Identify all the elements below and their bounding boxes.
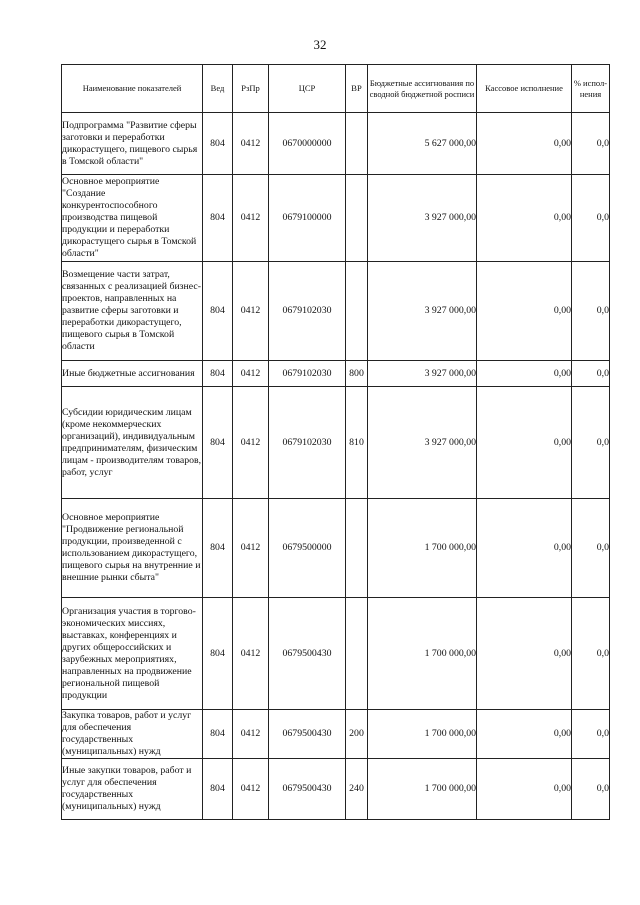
header-ved: Вед xyxy=(203,65,233,113)
row-csr: 0679102030 xyxy=(269,361,346,387)
row-vr xyxy=(346,113,368,175)
table-row xyxy=(62,710,610,759)
row-vr xyxy=(346,499,368,598)
row-ved: 804 xyxy=(203,361,233,387)
row-name: Организация участия в торгово-экономических миссиях, выставках, конференциях и других общероссийских и зарубежных мероприятиях, направленных на продвижение региональной пищевой продукции xyxy=(62,598,203,710)
row-rzpr: 0412 xyxy=(233,759,269,820)
row-vr: 200 xyxy=(346,710,368,759)
row-ved: 804 xyxy=(203,759,233,820)
row-assignments: 1 700 000,00 xyxy=(368,499,477,598)
row-csr: 0679500430 xyxy=(269,710,346,759)
row-assignments: 1 700 000,00 xyxy=(368,759,477,820)
row-percent-execution: 0,0 xyxy=(572,262,610,361)
row-rzpr: 0412 xyxy=(233,387,269,499)
row-name: Возмещение части затрат, связанных с реализацией бизнес-проектов, направленных на развитие сферы заготовки и переработки дикорастущего, пищевого сырья в Томской области xyxy=(62,262,203,361)
row-cash-execution: 0,00 xyxy=(477,499,572,598)
row-vr: 240 xyxy=(346,759,368,820)
row-ved: 804 xyxy=(203,598,233,710)
row-assignments: 3 927 000,00 xyxy=(368,387,477,499)
row-percent-execution: 0,0 xyxy=(572,499,610,598)
row-vr xyxy=(346,262,368,361)
row-percent-execution: 0,0 xyxy=(572,175,610,262)
row-csr: 0679100000 xyxy=(269,175,346,262)
row-cash-execution: 0,00 xyxy=(477,598,572,710)
row-ved: 804 xyxy=(203,387,233,499)
row-rzpr: 0412 xyxy=(233,598,269,710)
row-rzpr: 0412 xyxy=(233,262,269,361)
table-row xyxy=(62,499,610,598)
table-row xyxy=(62,113,610,175)
row-name: Подпрограмма "Развитие сферы заготовки и переработки дикорастущего, пищевого сырья в Томской области" xyxy=(62,113,203,175)
header-csr: ЦСР xyxy=(269,65,346,113)
row-ved: 804 xyxy=(203,499,233,598)
row-rzpr: 0412 xyxy=(233,499,269,598)
row-assignments: 3 927 000,00 xyxy=(368,361,477,387)
row-name: Основное мероприятие "Продвижение региональной продукции, произведенной с использованием дикорастущего, пищевого сырья на внутренние и внешние рынки сбыта" xyxy=(62,499,203,598)
row-ved: 804 xyxy=(203,262,233,361)
row-vr xyxy=(346,598,368,710)
row-cash-execution: 0,00 xyxy=(477,361,572,387)
row-ved: 804 xyxy=(203,113,233,175)
row-percent-execution: 0,0 xyxy=(572,759,610,820)
table-row xyxy=(62,262,610,361)
row-cash-execution: 0,00 xyxy=(477,113,572,175)
table-header-row xyxy=(62,65,610,113)
row-assignments: 1 700 000,00 xyxy=(368,598,477,710)
row-csr: 0679102030 xyxy=(269,387,346,499)
row-name: Закупка товаров, работ и услуг для обеспечения государственных (муниципальных) нужд xyxy=(62,710,203,759)
header-cash-execution: Кассовое исполнение xyxy=(477,65,572,113)
row-vr: 800 xyxy=(346,361,368,387)
row-cash-execution: 0,00 xyxy=(477,262,572,361)
row-ved: 804 xyxy=(203,175,233,262)
header-name: Наименование показателей xyxy=(62,65,203,113)
row-name: Иные бюджетные ассигнования xyxy=(62,361,203,387)
row-vr xyxy=(346,175,368,262)
row-cash-execution: 0,00 xyxy=(477,710,572,759)
row-cash-execution: 0,00 xyxy=(477,175,572,262)
row-name: Иные закупки товаров, работ и услуг для обеспечения государственных (муниципальных) нужд xyxy=(62,759,203,820)
row-csr: 0679500430 xyxy=(269,598,346,710)
row-ved: 804 xyxy=(203,710,233,759)
budget-table xyxy=(61,64,610,820)
row-rzpr: 0412 xyxy=(233,710,269,759)
table-row xyxy=(62,598,610,710)
header-rzpr: РзПр xyxy=(233,65,269,113)
row-percent-execution: 0,0 xyxy=(572,598,610,710)
row-csr: 0679102030 xyxy=(269,262,346,361)
page-number: 32 xyxy=(313,37,327,52)
table-row xyxy=(62,387,610,499)
row-csr: 0679500000 xyxy=(269,499,346,598)
header-assignments: Бюджетные ассигнования по сводной бюджетной росписи xyxy=(368,65,477,113)
row-cash-execution: 0,00 xyxy=(477,387,572,499)
table-row xyxy=(62,361,610,387)
row-assignments: 1 700 000,00 xyxy=(368,710,477,759)
table-row xyxy=(62,175,610,262)
row-assignments: 5 627 000,00 xyxy=(368,113,477,175)
row-percent-execution: 0,0 xyxy=(572,710,610,759)
header-vr: ВР xyxy=(346,65,368,113)
row-name: Основное мероприятие "Создание конкурентоспособного производства пищевой продукции и переработки дикорастущего сырья в Томской области" xyxy=(62,175,203,262)
row-vr: 810 xyxy=(346,387,368,499)
row-rzpr: 0412 xyxy=(233,361,269,387)
row-rzpr: 0412 xyxy=(233,113,269,175)
table-row xyxy=(62,759,610,820)
row-csr: 0679500430 xyxy=(269,759,346,820)
row-assignments: 3 927 000,00 xyxy=(368,175,477,262)
row-name: Субсидии юридическим лицам (кроме некоммерческих организаций), индивидуальным предпринимателям, физическим лицам - производителям товаров, работ, услуг xyxy=(62,387,203,499)
row-cash-execution: 0,00 xyxy=(477,759,572,820)
row-percent-execution: 0,0 xyxy=(572,113,610,175)
row-rzpr: 0412 xyxy=(233,175,269,262)
header-percent-execution: % испол-нения xyxy=(572,65,610,113)
row-percent-execution: 0,0 xyxy=(572,387,610,499)
row-percent-execution: 0,0 xyxy=(572,361,610,387)
row-assignments: 3 927 000,00 xyxy=(368,262,477,361)
row-csr: 0670000000 xyxy=(269,113,346,175)
